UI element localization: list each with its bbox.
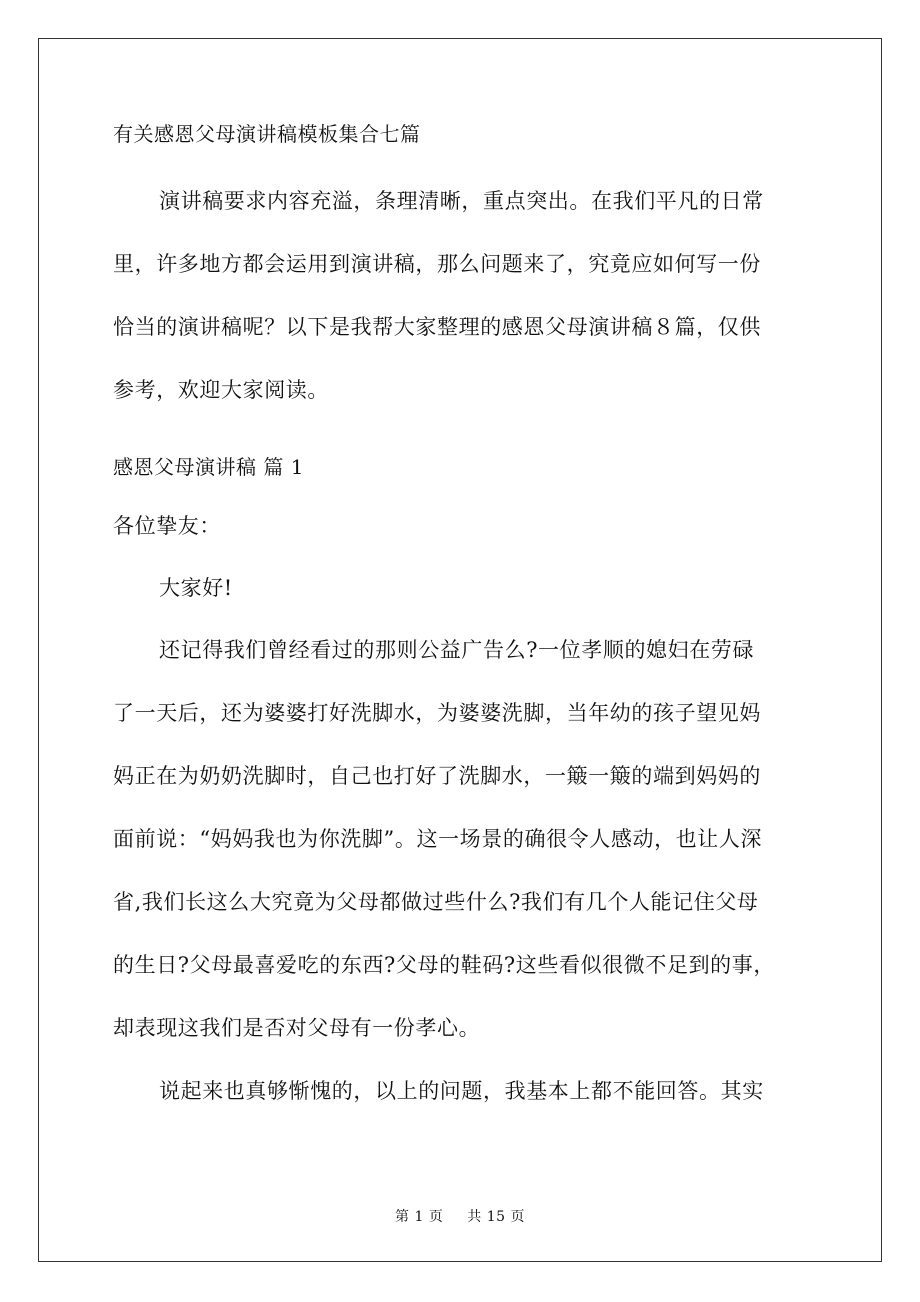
paragraph-line: 了一天后，还为婆婆打好洗脚水，为婆婆洗脚，当年幼的孩子望见妈 bbox=[113, 701, 761, 725]
page-number: 第 1 页 bbox=[395, 1209, 444, 1225]
paragraph-line: 省,我们长这么大究竟为父母都做过些什么?我们有几个人能记住父母 bbox=[113, 890, 759, 914]
intro-line: 恰当的演讲稿呢？以下是我帮大家整理的感恩父母演讲稿８篇，仅供 bbox=[113, 315, 761, 339]
greeting: 各位挚友： bbox=[113, 514, 221, 538]
salutation: 大家好! bbox=[159, 576, 233, 600]
document-title: 有关感恩父母演讲稿模板集合七篇 bbox=[113, 122, 421, 146]
intro-line: 参考，欢迎大家阅读。 bbox=[113, 378, 329, 402]
paragraph-line: 妈正在为奶奶洗脚时，自己也打好了洗脚水，一簸一簸的端到妈妈的 bbox=[113, 764, 761, 788]
paragraph-line: 面前说：“妈妈我也为你洗脚”。这一场景的确很令人感动，也让人深 bbox=[113, 827, 763, 851]
paragraph-line: 却表现这我们是否对父母有一份孝心。 bbox=[113, 1016, 481, 1040]
paragraph-line: 说起来也真够惭愧的，以上的问题，我基本上都不能回答。其实 bbox=[159, 1079, 764, 1103]
body-paragraph-2 bbox=[113, 1076, 813, 1106]
page-footer bbox=[0, 1206, 920, 1226]
paragraph-line: 还记得我们曾经看过的那则公益广告么?一位孝顺的媳妇在劳碌 bbox=[159, 638, 755, 662]
intro-line: 里，许多地方都会运用到演讲稿，那么问题来了，究竟应如何写一份 bbox=[113, 252, 761, 276]
intro-paragraph bbox=[113, 186, 813, 405]
body-paragraph-1 bbox=[113, 635, 813, 1043]
page-total: 共 15 页 bbox=[467, 1209, 525, 1225]
document-body bbox=[113, 120, 813, 1139]
paragraph-line: 的生日?父母最喜爱吃的东西?父母的鞋码?这些看似很微不足到的事， bbox=[113, 953, 775, 977]
intro-line: 演讲稿要求内容充溢，条理清晰，重点突出。在我们平凡的日常 bbox=[159, 189, 764, 213]
section-heading: 感恩父母演讲稿 篇 1 bbox=[113, 455, 304, 479]
